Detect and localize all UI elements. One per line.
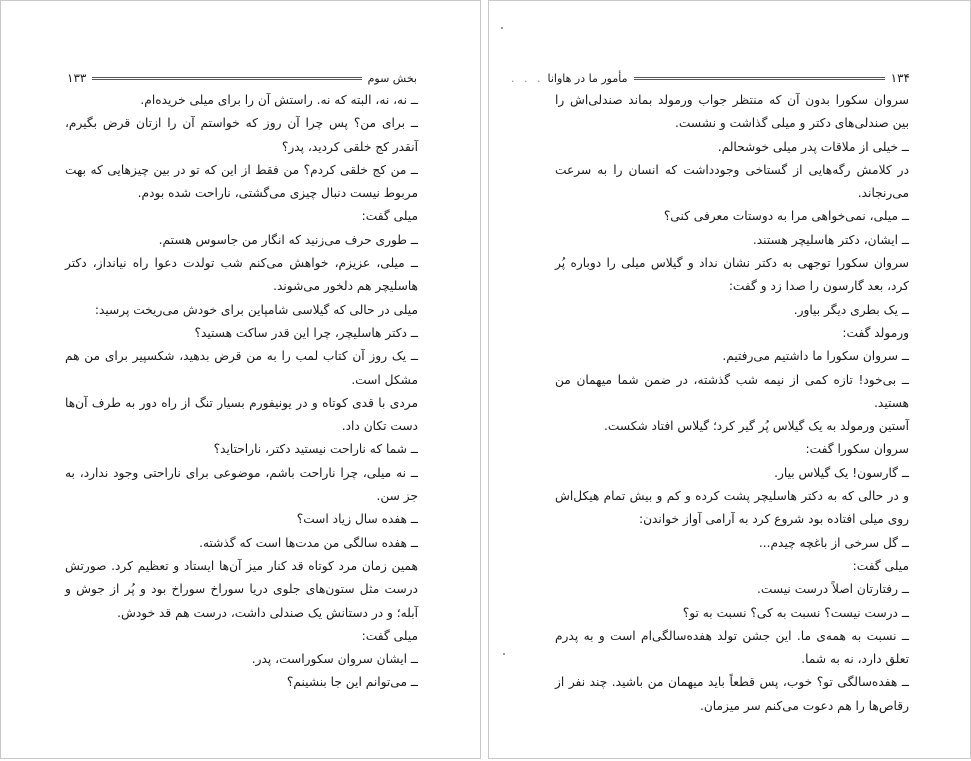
paragraph: ــ برای من؟ پس چرا آن روز که خواستم آن را ازتان قرض بگیرم، آنقدر کج خلقی کردید، پدر؟ (65, 116, 418, 154)
paragraph: سروان سکورا بدون آن که منتظر جواب ورمولد بماند صندلی‌اش را بین صندلی‌های دکتر و میلی گذاشت و نشست. (555, 93, 909, 131)
paragraph: ــ میلی، نمی‌خواهی مرا به دوستات معرفی کنی؟ (663, 209, 909, 224)
right-book-page (488, 0, 971, 759)
paragraph: ــ رفتارتان اصلاً درست نیست. (757, 582, 909, 597)
paragraph: ــ دکتر هاسلیچر، چرا این قدر ساکت هستید؟ (194, 325, 418, 340)
paragraph: ــ هفده سالگی من مدت‌ها است که گذشته. (199, 535, 418, 550)
header-dots: . . . (511, 71, 544, 85)
paragraph: ورمولد گفت: (842, 325, 909, 340)
paragraph: سروان سکورا گفت: (805, 442, 909, 457)
paragraph: ــ هفده سال زیاد است؟ (296, 512, 418, 527)
paragraph: ــ ایشان، دکتر هاسلیچر هستند. (752, 232, 909, 247)
right-header-rule (634, 77, 885, 80)
paragraph: ــ گارسون! یک گیلاس بیار. (774, 465, 909, 480)
paragraph: ــ ایشان سروان سکوراست، پدر. (251, 652, 418, 667)
right-page-section-title: مأمور ما در هاوانا (547, 71, 628, 85)
paragraph: ــ هفده‌سالگی تو؟ خوب، پس قطعاً باید میهمان من باشید. چند نفر از رقاص‌ها را هم دعوت می‌کنم سر میزمان. (555, 675, 909, 713)
paragraph: ــ شما که ناراحت نیستید دکتر، ناراحتاید؟ (213, 442, 418, 457)
scan-speck (501, 27, 503, 29)
paragraph: میلی گفت: (361, 209, 418, 224)
paragraph: ــ طوری حرف می‌زنید که انگار من جاسوس هستم. (158, 232, 418, 247)
left-page-number: ۱۳۳ (67, 71, 87, 85)
paragraph: سروان سکورا توجهی به دکتر نشان نداد و گیلاس میلی را دوباره پُر کرد، بعد گارسون را صدا زد و گفت: (555, 256, 909, 294)
paragraph: میلی در حالی که گیلاسی شامپاین برای خودش می‌ریخت پرسید: (94, 302, 418, 317)
right-page-body (555, 89, 909, 718)
paragraph: ــ نسبت به همه‌ی ما. این جشن تولد هفده‌سالگی‌ام است و به پدرم تعلق دارد، نه به شما. (555, 628, 909, 667)
paragraph: ــ من کج خلقی کردم؟ من فقط از این که تو در بین چیزهایی که بهت مربوط نیست دنبال چیزی می‌گشتی، ناراحت شده بودم. (65, 162, 418, 201)
paragraph: ــ میلی، عزیزم، خواهش می‌کنم شب تولدت دعوا راه نیانداز، دکتر هاسلیچر هم دلخور می‌شوند. (65, 256, 418, 294)
left-page-header (67, 71, 417, 85)
paragraph: مردی با قدی کوتاه و در یونیفورم بسیار تنگ از راه دور به طرف آن‌ها دست تکان داد. (65, 395, 418, 434)
right-page-number: ۱۳۴ (890, 71, 910, 85)
left-header-rule (92, 77, 361, 80)
paragraph: آستین ورمولد به یک گیلاس پُر گیر کرد؛ گیلاس افتاد شکست. (604, 419, 909, 434)
paragraph: در کلامش رگه‌هایی از گستاخی وجودداشت که انسان را به سرعت می‌رنجاند. (555, 162, 909, 201)
paragraph: همین زمان مرد کوتاه قد کنار میز آن‌ها ایستاد و تعظیم کرد. صورتش درست مثل ستون‌های جلوی دریا سوراخ سوراخ بود و پُر از جوش و آبله؛ و در دستانش یک صندلی داشت، درست هم قد خودش. (65, 558, 418, 620)
paragraph: میلی گفت: (361, 628, 418, 643)
left-page-body (65, 89, 418, 695)
left-book-page (0, 0, 481, 759)
paragraph: میلی گفت: (852, 558, 909, 573)
paragraph: ــ خیلی از ملاقات پدر میلی خوشحالم. (717, 139, 909, 154)
paragraph: و در حالی که به دکتر هاسلیچر پشت کرده و کم و بیش تمام هیکل‌اش روی میلی افتاده بود شروع کرد به آرامی آواز خواندن: (555, 489, 909, 527)
paragraph: ــ نه، نه، البته که نه. راستش آن را برای میلی خریده‌ام. (140, 93, 418, 107)
paragraph: ــ نه میلی، چرا ناراحت باشم، موضوعی برای ناراحتی وجود ندارد، به جز سن. (65, 465, 418, 504)
right-page-header (511, 71, 910, 85)
scan-speck (503, 653, 505, 655)
left-page-section-title: بخش سوم (367, 71, 417, 85)
paragraph: ــ سروان سکورا ما داشتیم می‌رفتیم. (722, 349, 909, 364)
paragraph: ــ بی‌خود! تازه کمی از نیمه شب گذشته، در ضمن شما میهمان من هستید. (555, 372, 909, 410)
paragraph: ــ درست نیست؟ نسبت به کی؟ نسبت به تو؟ (682, 605, 909, 620)
paragraph: ــ گل سرخی از باغچه چیدم... (758, 535, 909, 550)
paragraph: ــ یک بطری دیگر بیاور. (793, 302, 909, 317)
paragraph: ــ یک روز آن کتاب لمب را به من قرض بدهید، شکسپیر برای من هم مشکل است. (65, 349, 418, 387)
paragraph: ــ می‌توانم این جا بنشینم؟ (286, 675, 418, 690)
